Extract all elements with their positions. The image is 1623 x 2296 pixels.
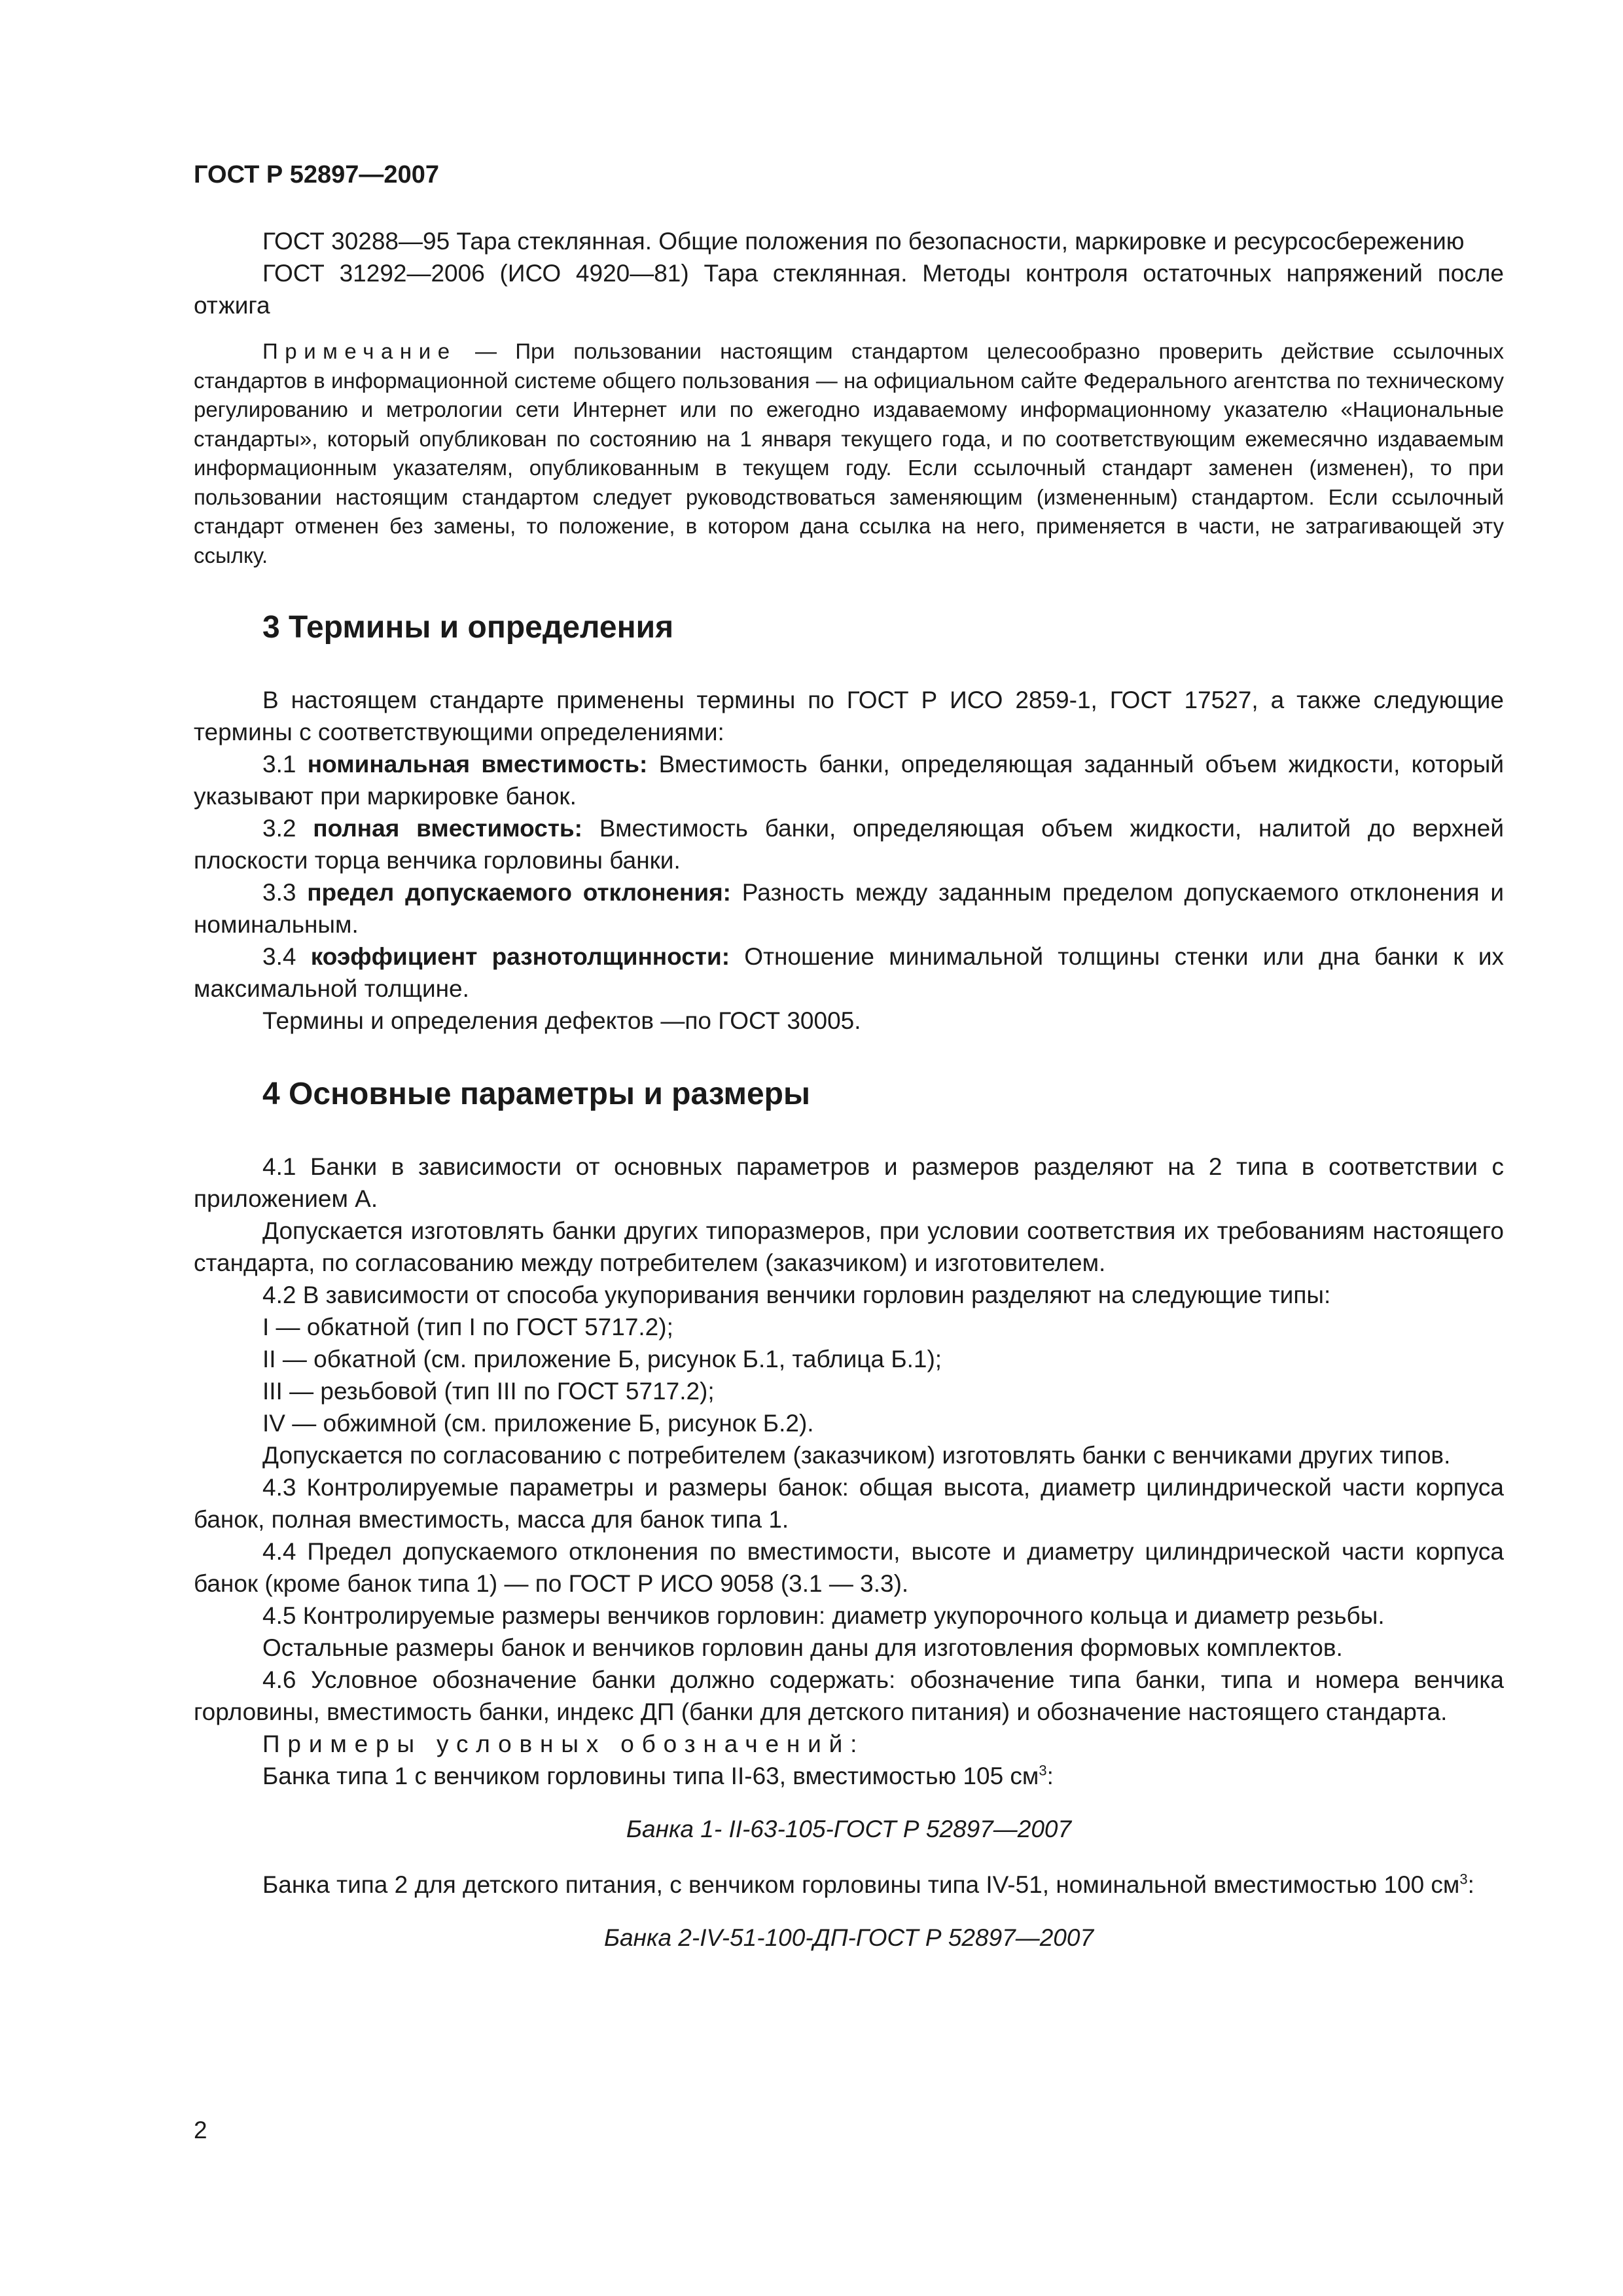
term-definition: Вместимость банки, определяющая объем жидкости, налитой до верхней плоскости торца венчика горловины банки.: [194, 815, 1504, 874]
reference-gost-30288: ГОСТ 30288—95 Тара стеклянная. Общие положения по безопасности, маркировке и ресурсосбережению: [262, 228, 1465, 255]
clause-4-6: 4.6 Условное обозначение банки должно содержать: обозначение типа банки, типа и номера венчика горловины, вместимость банки, индекс ДП (банки для детского питания) и обозначение настоящего стандарта.: [194, 1666, 1504, 1725]
term-name: номинальная вместимость:: [307, 751, 648, 778]
example-2-designation: Банка 2-IV-51-100-ДП-ГОСТ Р 52897—2007: [603, 1924, 1094, 1951]
clause-4-5: 4.5 Контролируемые размеры венчиков горловин: диаметр укупорочного кольца и диаметр резьбы.: [262, 1602, 1385, 1629]
section-3-title: 3 Термины и определения: [262, 610, 674, 645]
note-label: Примечание: [262, 339, 457, 363]
clause-4-4: 4.4 Предел допускаемого отклонения по вместимости, высоте и диаметру цилиндрической части корпуса банок (кроме банок типа 1) — по ГОСТ Р ИСО 9058 (3.1 — 3.3).: [194, 1538, 1504, 1597]
clause-4-5-other-dimensions: Остальные размеры банок и венчиков горловин даны для изготовления формовых комплектов.: [262, 1634, 1343, 1661]
term-3-2: 3.2 полная вместимость: Вместимость банки, определяющая объем жидкости, налитой до верхней плоскости торца венчика горловины банки.: [194, 815, 1504, 874]
section-4-title: 4 Основные параметры и размеры: [262, 1077, 810, 1111]
defects-reference: Термины и определения дефектов —по ГОСТ 30005.: [262, 1007, 861, 1034]
term-name: предел допускаемого отклонения:: [307, 879, 732, 906]
document-header: ГОСТ Р 52897—2007: [194, 161, 439, 188]
term-3-1: 3.1 номинальная вместимость: Вместимость банки, определяющая заданный объем жидкости, который указывают при маркировке банок.: [194, 751, 1504, 810]
clause-4-1-allowance: Допускается изготовлять банки других типоразмеров, при условии соответствия их требованиям настоящего стандарта, по согласованию между потребителем (заказчиком) и изготовителем.: [194, 1217, 1504, 1276]
reference-gost-31292: ГОСТ 31292—2006 (ИСО 4920—81) Тара стеклянная. Методы контроля остаточных напряжений после отжига: [194, 260, 1504, 319]
clause-4-2-allowance: Допускается по согласованию с потребителем (заказчиком) изготовлять банки с венчиками других типов.: [262, 1442, 1451, 1469]
example-2-description: Банка типа 2 для детского питания, с венчиком горловины типа IV-51, номинальной вместимостью 100 $см^3$:: [262, 1871, 1474, 1898]
clause-4-2: 4.2 В зависимости от способа укупоривания венчики горловин разделяют на следующие типы:: [262, 1282, 1331, 1308]
term-definition: Разность между заданным пределом допускаемого отклонения и номинальным.: [194, 879, 1504, 938]
finish-type-iv: IV — обжимной (см. приложение Б, рисунок Б.2).: [262, 1410, 814, 1437]
term-definition: Отношение минимальной толщины стенки или дна банки к их максимальной толщине.: [194, 943, 1504, 1002]
example-1-designation: Банка 1- II-63-105-ГОСТ Р 52897—2007: [626, 1816, 1072, 1842]
clause-4-1: 4.1 Банки в зависимости от основных параметров и размеров разделяют на 2 типа в соответствии с приложением А.: [194, 1153, 1504, 1212]
term-name: полная вместимость:: [313, 815, 583, 842]
term-name: коэффициент разнотолщинности:: [310, 943, 730, 970]
example-1-description: Банка типа 1 с венчиком горловины типа II-63, вместимостью 105 $см^3$:: [262, 1762, 1054, 1789]
note-paragraph: [194, 337, 1504, 570]
finish-type-ii: II — обкатной (см. приложение Б, рисунок Б.1, таблица Б.1);: [262, 1346, 942, 1372]
note-text: — При пользовании настоящим стандартом целесообразно проверить действие ссылочных стандартов в информационной системе общего пользования — на официальном сайте Федерального агентства по техническому регулированию и метрологии сети Интернет или по ежегодно издаваемому информационному указателю «Национальные стандарты», который опубликован по состоянию на 1 января текущего года, и по соответствующим ежемесячно издаваемым информационным указателям, опубликованным в текущем году. Если ссылочный стандарт заменен (изменен), то при пользовании настоящим стандартом следует руководствоваться заменяющим (измененным) стандартом. Если ссылочный стандарт отменен без замены, то положение, в котором дана ссылка на него, применяется в части, не затрагивающей эту ссылку.: [194, 339, 1504, 567]
finish-type-iii: III — резьбовой (тип III по ГОСТ 5717.2);: [262, 1378, 715, 1405]
term-3-3: 3.3 предел допускаемого отклонения: Разность между заданным пределом допускаемого отклонения и номинальным.: [194, 879, 1504, 938]
examples-label: Примеры условных обозначений:: [262, 1731, 865, 1757]
term-3-4: 3.4 коэффициент разнотолщинности: Отношение минимальной толщины стенки или дна банки к их максимальной толщине.: [194, 943, 1504, 1002]
finish-type-i: I — обкатной (тип I по ГОСТ 5717.2);: [262, 1314, 673, 1340]
section-3-intro: В настоящем стандарте применены термины по ГОСТ Р ИСО 2859-1, ГОСТ 17527, а также следующие термины с соответствующими определениями:: [194, 687, 1504, 745]
term-definition: Вместимость банки, определяющая заданный объем жидкости, который указывают при маркировке банок.: [194, 751, 1504, 810]
page-number: 2: [194, 2117, 207, 2144]
document-page: [194, 157, 1504, 1977]
clause-4-3: 4.3 Контролируемые параметры и размеры банок: общая высота, диаметр цилиндрической части корпуса банок, полная вместимость, масса для банок типа 1.: [194, 1474, 1504, 1533]
